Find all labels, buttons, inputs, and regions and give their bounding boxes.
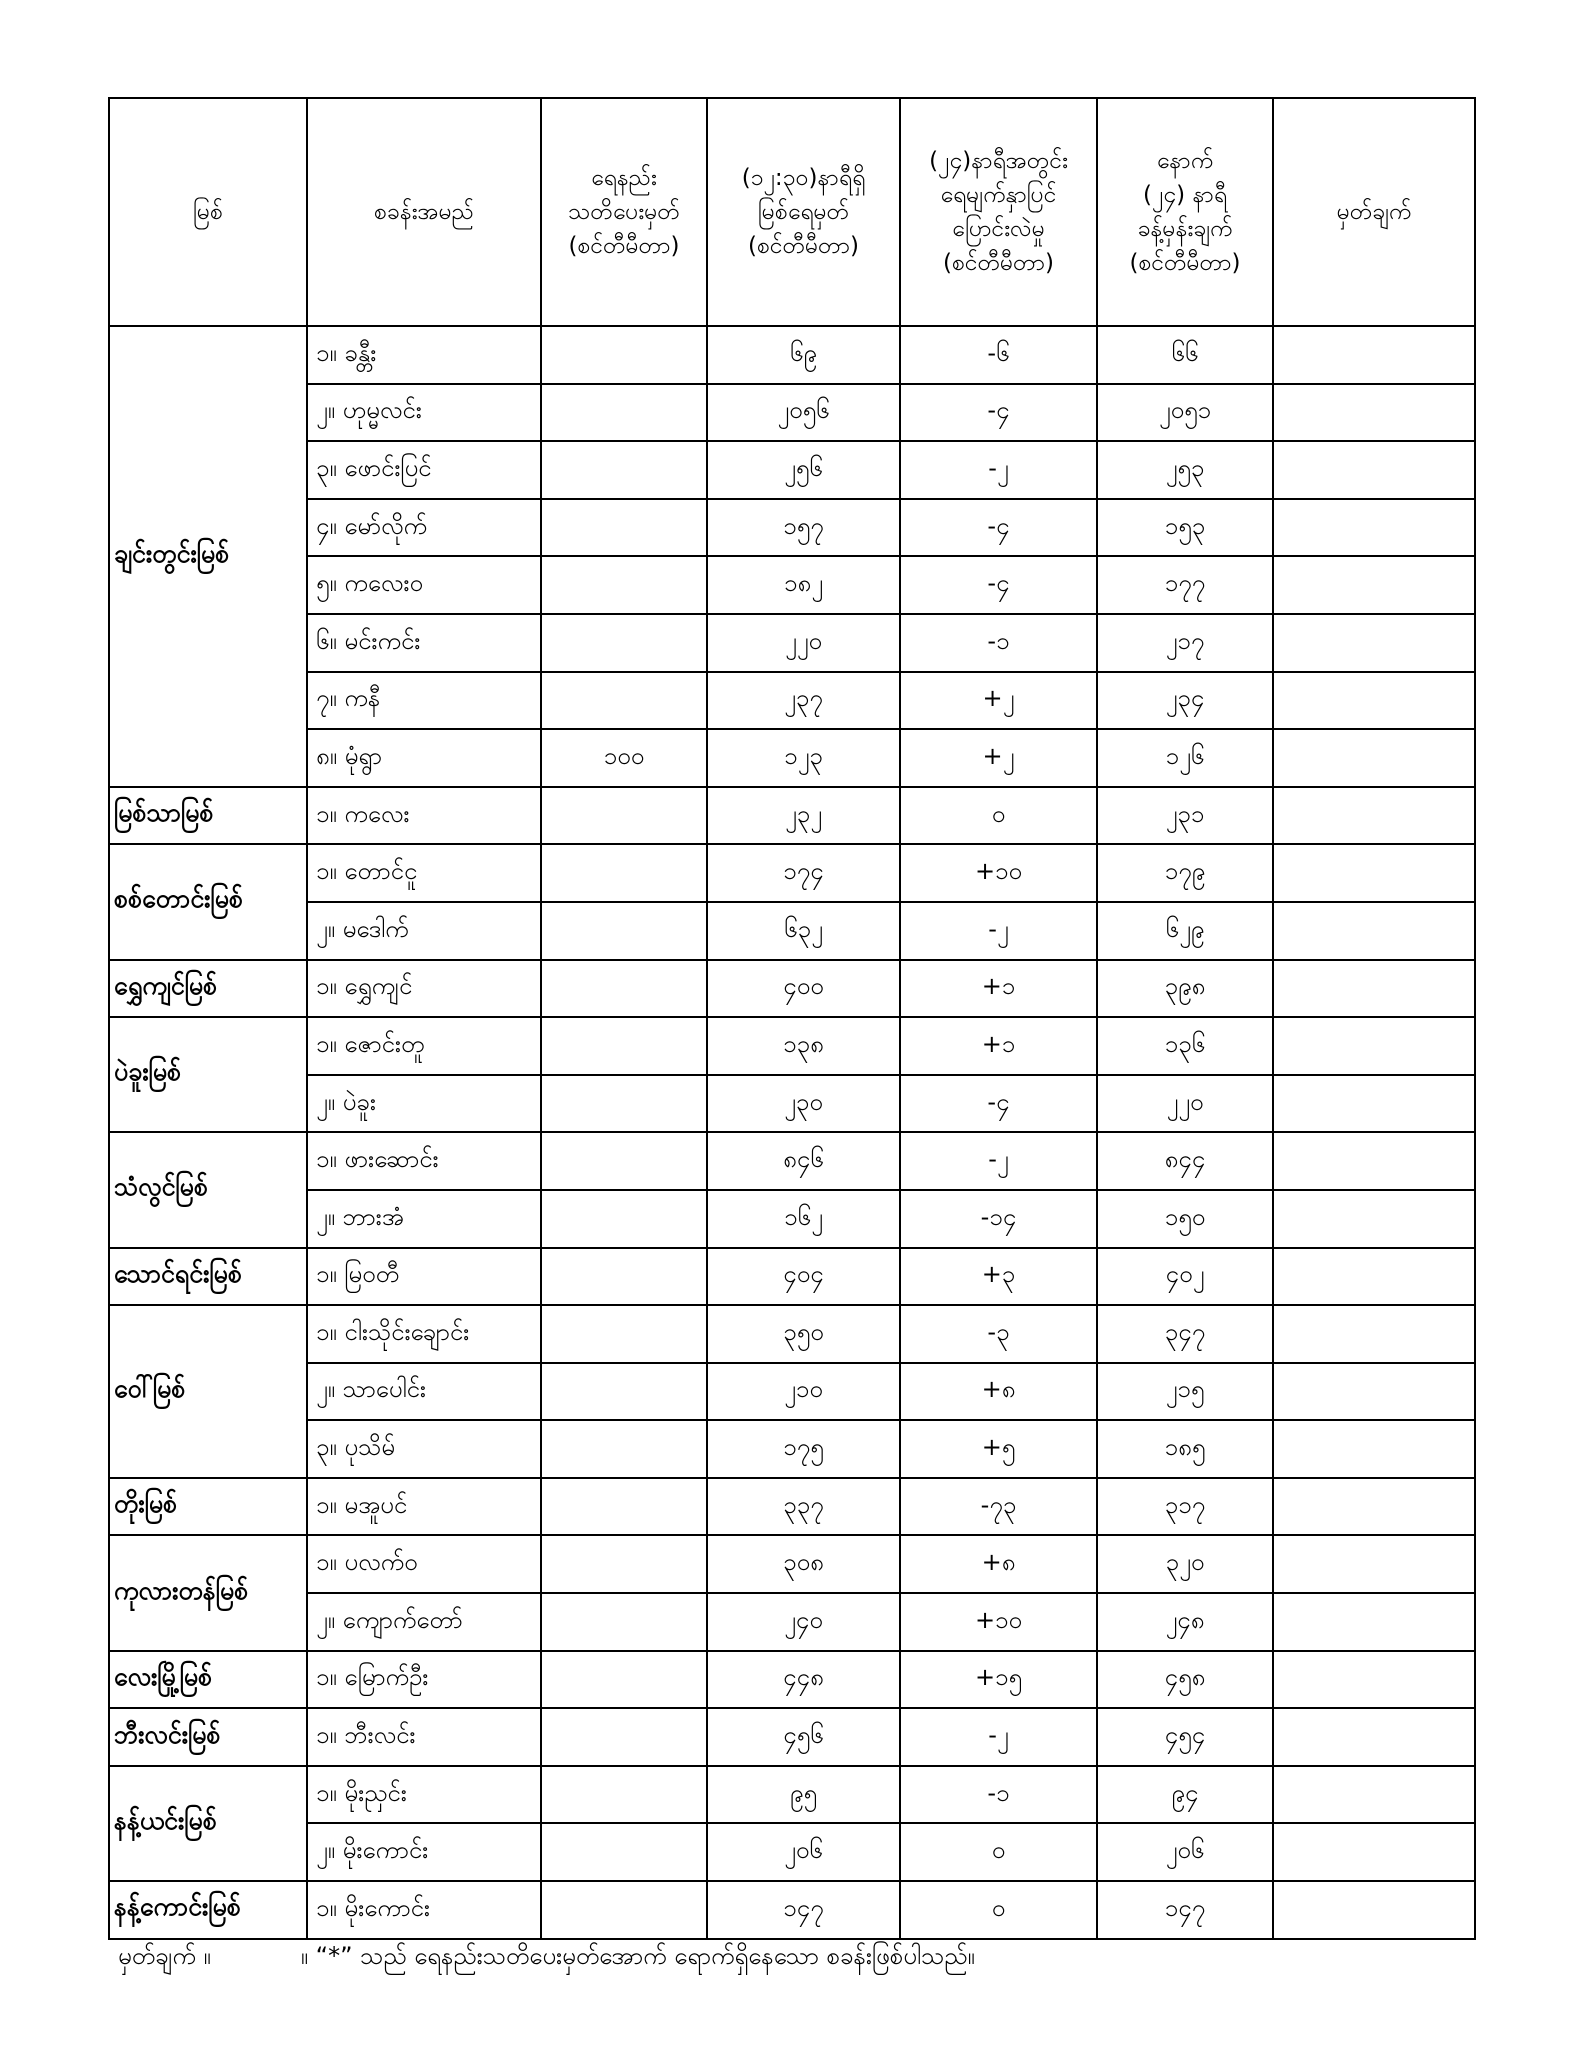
- warning-level: [541, 1190, 707, 1248]
- water-level: ၄၀၄: [707, 1248, 900, 1306]
- warning-level: [541, 1478, 707, 1536]
- forecast-level: ၄၀၂: [1097, 1248, 1273, 1306]
- warning-level: [541, 672, 707, 730]
- river-name: သံလွင်မြစ်: [109, 1132, 307, 1247]
- footnote-label: မှတ်ချက် ။: [118, 1942, 211, 1970]
- table-body: [109, 326, 1475, 1939]
- level-change: +၁: [900, 1017, 1097, 1075]
- water-level: ၁၇၄: [707, 844, 900, 902]
- header-line: ရေနည်း: [591, 165, 657, 191]
- warning-level: [541, 384, 707, 442]
- header-water-level: [707, 98, 900, 326]
- level-change: ၀: [900, 1881, 1097, 1939]
- level-change: -၆: [900, 326, 1097, 384]
- warning-level: [541, 902, 707, 960]
- table-row: [109, 614, 1475, 672]
- forecast-level: ၃၁၇: [1097, 1478, 1273, 1536]
- water-level: ၂၀၅၆: [707, 384, 900, 442]
- river-name: လေးမြို့မြစ်: [109, 1651, 307, 1709]
- level-change: -၂: [900, 902, 1097, 960]
- level-change: +၈: [900, 1535, 1097, 1593]
- header-line: မှတ်ချက်: [1336, 199, 1412, 225]
- forecast-level: ၁၇၇: [1097, 556, 1273, 614]
- water-level: ၄၀၀: [707, 960, 900, 1018]
- table-row: [109, 787, 1475, 845]
- remark: [1273, 1420, 1475, 1478]
- warning-level: [541, 1651, 707, 1709]
- warning-level: [541, 1363, 707, 1421]
- warning-level: [541, 960, 707, 1018]
- header-line: (၁၂:၃၀)နာရီရှိ: [741, 165, 866, 191]
- remark: [1273, 1478, 1475, 1536]
- river-name: နန့်ယင်းမြစ်: [109, 1766, 307, 1881]
- header-line: သတိပေးမှတ်: [568, 199, 680, 225]
- river-name: စစ်တောင်းမြစ်: [109, 844, 307, 959]
- forecast-level: ၂၀၅၁: [1097, 384, 1273, 442]
- water-level: ၁၆၂: [707, 1190, 900, 1248]
- station-name: ၇။ ကနီ: [307, 672, 541, 730]
- station-name: ၁။ ဇောင်းတူ: [307, 1017, 541, 1075]
- table-row: [109, 1132, 1475, 1190]
- remark: [1273, 1766, 1475, 1824]
- level-change: +၁၅: [900, 1651, 1097, 1709]
- footnote-text: ။ “*” သည် ရေနည်းသတိပေးမှတ်အောက် ရောက်ရှိနေသော စခန်းဖြစ်ပါသည်။: [300, 1942, 975, 1970]
- warning-level: [541, 1823, 707, 1881]
- header-line: (စင်တီမီတာ): [747, 233, 860, 259]
- forecast-level: ၂၃၁: [1097, 787, 1273, 845]
- remark: [1273, 729, 1475, 787]
- table-row: [109, 960, 1475, 1018]
- forecast-level: ၁၅၀: [1097, 1190, 1273, 1248]
- water-level: ၁၈၂: [707, 556, 900, 614]
- table-row: [109, 326, 1475, 384]
- header-24h-change: [900, 98, 1097, 326]
- water-level: ၁၇၅: [707, 1420, 900, 1478]
- station-name: ၁။ ကလေး: [307, 787, 541, 845]
- water-level: ၁၃၈: [707, 1017, 900, 1075]
- level-change: -၁: [900, 614, 1097, 672]
- table-row: [109, 441, 1475, 499]
- level-change: -၂: [900, 441, 1097, 499]
- forecast-level: ၄၅၄: [1097, 1708, 1273, 1766]
- station-name: ၁။ ရွှေကျင်: [307, 960, 541, 1018]
- station-name: ၁။ မြဝတီ: [307, 1248, 541, 1306]
- river-name: ဝေါ်မြစ်: [109, 1305, 307, 1478]
- water-level: ၂၃၀: [707, 1075, 900, 1133]
- header-line: (စင်တီမီတာ): [1129, 250, 1241, 276]
- forecast-level: ၁၇၉: [1097, 844, 1273, 902]
- station-name: ၁။ တောင်ငူ: [307, 844, 541, 902]
- forecast-level: ၁၃၆: [1097, 1017, 1273, 1075]
- station-name: ၁။ ဖားဆောင်း: [307, 1132, 541, 1190]
- river-name: တိုးမြစ်: [109, 1478, 307, 1536]
- forecast-level: ၁၄၇: [1097, 1881, 1273, 1939]
- station-name: ၁။ မိုးညှင်း: [307, 1766, 541, 1824]
- header-line: (၂၄) နာရီ: [1142, 182, 1228, 208]
- warning-level: [541, 556, 707, 614]
- level-change: -၄: [900, 384, 1097, 442]
- remark: [1273, 1593, 1475, 1651]
- remark: [1273, 1132, 1475, 1190]
- warning-level: [541, 326, 707, 384]
- table-row: [109, 1190, 1475, 1248]
- station-name: ၂။ သာပေါင်း: [307, 1363, 541, 1421]
- level-change: -၂: [900, 1708, 1097, 1766]
- level-change: ၀: [900, 787, 1097, 845]
- forecast-level: ၃၂၀: [1097, 1535, 1273, 1593]
- header-remark: [1273, 98, 1475, 326]
- header-line: မြစ်: [193, 199, 223, 225]
- remark: [1273, 326, 1475, 384]
- level-change: +၈: [900, 1363, 1097, 1421]
- table-row: [109, 1248, 1475, 1306]
- station-name: ၁။ ပလက်ဝ: [307, 1535, 541, 1593]
- station-name: ၁။ မိုးကောင်း: [307, 1881, 541, 1939]
- table-row: [109, 384, 1475, 442]
- header-line: ခန့်မှန်းချက်: [1137, 216, 1233, 242]
- water-level: ၂၄၀: [707, 1593, 900, 1651]
- remark: [1273, 960, 1475, 1018]
- header-line: ရေမျက်နှာပြင်: [940, 182, 1057, 208]
- water-level: ၂၃၇: [707, 672, 900, 730]
- level-change: -၁၄: [900, 1190, 1097, 1248]
- remark: [1273, 1190, 1475, 1248]
- remark: [1273, 556, 1475, 614]
- table-row: [109, 844, 1475, 902]
- table-row: [109, 1651, 1475, 1709]
- table-row: [109, 1363, 1475, 1421]
- table-row: [109, 1535, 1475, 1593]
- warning-level: [541, 1881, 707, 1939]
- level-change: +၂: [900, 672, 1097, 730]
- water-level: ၄၅၆: [707, 1708, 900, 1766]
- water-level: ၂၃၂: [707, 787, 900, 845]
- forecast-level: ၂၀၆: [1097, 1823, 1273, 1881]
- footnote: [118, 1940, 975, 1976]
- warning-level: [541, 1248, 707, 1306]
- remark: [1273, 672, 1475, 730]
- table-row: [109, 902, 1475, 960]
- remark: [1273, 902, 1475, 960]
- river-name: ကုလားတန်မြစ်: [109, 1535, 307, 1650]
- table-row: [109, 672, 1475, 730]
- water-level: ၆၃၂: [707, 902, 900, 960]
- forecast-level: ၁၂၆: [1097, 729, 1273, 787]
- table-row: [109, 1881, 1475, 1939]
- level-change: -၁: [900, 1766, 1097, 1824]
- header-line: စခန်းအမည်: [373, 199, 475, 225]
- forecast-level: ၂၄၈: [1097, 1593, 1273, 1651]
- forecast-level: ၃၉၈: [1097, 960, 1273, 1018]
- forecast-level: ၁၅၃: [1097, 499, 1273, 557]
- warning-level: [541, 1075, 707, 1133]
- remark: [1273, 1881, 1475, 1939]
- remark: [1273, 844, 1475, 902]
- remark: [1273, 499, 1475, 557]
- station-name: ၅။ ကလေးဝ: [307, 556, 541, 614]
- station-name: ၈။ မုံရွာ: [307, 729, 541, 787]
- remark: [1273, 1823, 1475, 1881]
- water-level: ၁၄၇: [707, 1881, 900, 1939]
- table-row: [109, 499, 1475, 557]
- warning-level: [541, 1535, 707, 1593]
- remark: [1273, 787, 1475, 845]
- table-row: [109, 1708, 1475, 1766]
- table-row: [109, 729, 1475, 787]
- warning-level: [541, 1766, 707, 1824]
- forecast-level: ၂၂၀: [1097, 1075, 1273, 1133]
- forecast-level: ၉၄: [1097, 1766, 1273, 1824]
- header-warning-level: [541, 98, 707, 326]
- remark: [1273, 1708, 1475, 1766]
- warning-level: [541, 1132, 707, 1190]
- river-name: သောင်ရင်းမြစ်: [109, 1248, 307, 1306]
- station-name: ၂။ ပဲခူး: [307, 1075, 541, 1133]
- river-name: ချင်းတွင်းမြစ်: [109, 326, 307, 787]
- forecast-level: ၄၅၈: [1097, 1651, 1273, 1709]
- level-change: ၀: [900, 1823, 1097, 1881]
- station-name: ၁။ ငါးသိုင်းချောင်း: [307, 1305, 541, 1363]
- station-name: ၃။ ပုသိမ်: [307, 1420, 541, 1478]
- warning-level: [541, 1017, 707, 1075]
- remark: [1273, 1305, 1475, 1363]
- forecast-level: ၂၁၅: [1097, 1363, 1273, 1421]
- forecast-level: ၂၃၄: [1097, 672, 1273, 730]
- warning-level: ၁၀၀: [541, 729, 707, 787]
- warning-level: [541, 1420, 707, 1478]
- water-level: ၂၁၀: [707, 1363, 900, 1421]
- station-name: ၁။ မအူပင်: [307, 1478, 541, 1536]
- remark: [1273, 614, 1475, 672]
- river-name: မြစ်သာမြစ်: [109, 787, 307, 845]
- remark: [1273, 1535, 1475, 1593]
- station-name: ၂။ ဟုမ္မလင်း: [307, 384, 541, 442]
- level-change: +၅: [900, 1420, 1097, 1478]
- water-level: ၂၀၆: [707, 1823, 900, 1881]
- table-row: [109, 1305, 1475, 1363]
- level-change: +၂: [900, 729, 1097, 787]
- water-level: ၉၅: [707, 1766, 900, 1824]
- warning-level: [541, 614, 707, 672]
- water-level: ၆၉: [707, 326, 900, 384]
- forecast-level: ၂၁၇: [1097, 614, 1273, 672]
- water-level: ၂၅၆: [707, 441, 900, 499]
- level-change: -၂: [900, 1132, 1097, 1190]
- header-river: [109, 98, 307, 326]
- header-line: ပြောင်းလဲမှု: [952, 216, 1045, 242]
- table-row: [109, 1766, 1475, 1824]
- table-row: [109, 1823, 1475, 1881]
- station-name: ၃။ ဖောင်းပြင်: [307, 441, 541, 499]
- header-line: မြစ်ရေမှတ်: [757, 199, 850, 225]
- remark: [1273, 384, 1475, 442]
- level-change: +၁၀: [900, 844, 1097, 902]
- level-change: -၄: [900, 556, 1097, 614]
- table-row: [109, 1075, 1475, 1133]
- remark: [1273, 1651, 1475, 1709]
- station-name: ၂။ မဒေါက်: [307, 902, 541, 960]
- header-line: (စင်တီမီတာ): [568, 233, 680, 259]
- river-name: နန့်ကောင်းမြစ်: [109, 1881, 307, 1939]
- header-line: နောက်: [1156, 148, 1214, 174]
- station-name: ၄။ မော်လိုက်: [307, 499, 541, 557]
- water-level: ၃၃၇: [707, 1478, 900, 1536]
- header-line: (၂၄)နာရီအတွင်း: [929, 148, 1068, 174]
- station-name: ၂။ မိုးကောင်း: [307, 1823, 541, 1881]
- table-row: [109, 556, 1475, 614]
- level-change: +၁: [900, 960, 1097, 1018]
- station-name: ၁။ မြောက်ဦး: [307, 1651, 541, 1709]
- water-level: ၃၀၈: [707, 1535, 900, 1593]
- water-level: ၄၄၈: [707, 1651, 900, 1709]
- warning-level: [541, 1708, 707, 1766]
- remark: [1273, 1363, 1475, 1421]
- table-row: [109, 1017, 1475, 1075]
- remark: [1273, 1075, 1475, 1133]
- warning-level: [541, 441, 707, 499]
- level-change: -၃: [900, 1305, 1097, 1363]
- table-row: [109, 1420, 1475, 1478]
- station-name: ၁။ ခန္တီး: [307, 326, 541, 384]
- water-level: ၁၂၃: [707, 729, 900, 787]
- water-level: ၁၅၇: [707, 499, 900, 557]
- level-change: -၄: [900, 499, 1097, 557]
- level-change: -၇၃: [900, 1478, 1097, 1536]
- forecast-level: ၁၈၅: [1097, 1420, 1273, 1478]
- water-level: ၃၅၀: [707, 1305, 900, 1363]
- header-line: (စင်တီမီတာ): [942, 250, 1055, 276]
- forecast-level: ၆၂၉: [1097, 902, 1273, 960]
- river-name: ရွှေကျင်မြစ်: [109, 960, 307, 1018]
- forecast-level: ၆၆: [1097, 326, 1273, 384]
- level-change: +၃: [900, 1248, 1097, 1306]
- level-change: +၁၀: [900, 1593, 1097, 1651]
- header-station: [307, 98, 541, 326]
- forecast-level: ၈၄၄: [1097, 1132, 1273, 1190]
- remark: [1273, 1017, 1475, 1075]
- table-row: [109, 1593, 1475, 1651]
- forecast-level: ၂၅၃: [1097, 441, 1273, 499]
- remark: [1273, 1248, 1475, 1306]
- river-name: ပဲခူးမြစ်: [109, 1017, 307, 1132]
- river-name: ဘီးလင်းမြစ်: [109, 1708, 307, 1766]
- station-name: ၂။ ဘားအံ: [307, 1190, 541, 1248]
- warning-level: [541, 844, 707, 902]
- warning-level: [541, 787, 707, 845]
- station-name: ၁။ ဘီးလင်း: [307, 1708, 541, 1766]
- remark: [1273, 441, 1475, 499]
- water-level: ၂၂၀: [707, 614, 900, 672]
- warning-level: [541, 499, 707, 557]
- forecast-level: ၃၄၇: [1097, 1305, 1273, 1363]
- table-header-row: [109, 98, 1475, 326]
- header-24h-forecast: [1097, 98, 1273, 326]
- warning-level: [541, 1593, 707, 1651]
- water-level: ၈၄၆: [707, 1132, 900, 1190]
- river-level-table: [108, 97, 1476, 1940]
- level-change: -၄: [900, 1075, 1097, 1133]
- table-row: [109, 1478, 1475, 1536]
- station-name: ၆။ မင်းကင်း: [307, 614, 541, 672]
- warning-level: [541, 1305, 707, 1363]
- station-name: ၂။ ကျောက်တော်: [307, 1593, 541, 1651]
